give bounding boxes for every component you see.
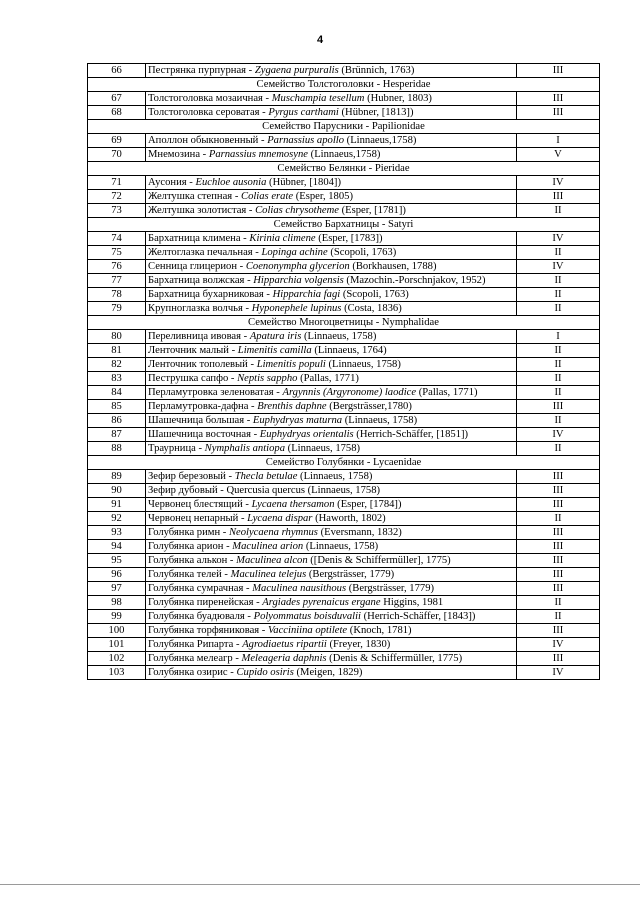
scientific-name: Parnassius mnemosyne — [208, 149, 309, 160]
scientific-name: Apatura iris — [249, 331, 302, 342]
scientific-name: Limenitis camilla — [237, 345, 312, 356]
page-number: 4 — [316, 34, 324, 46]
scientific-name: Hipparchia fagi — [272, 289, 341, 300]
scientific-name: Coenonympha glycerion — [245, 261, 350, 272]
species-name-cell — [146, 386, 517, 400]
scientific-name: Zygaena purpuralis — [254, 65, 339, 76]
species-name-cell — [146, 414, 517, 428]
russian-name: Переливница ивовая - — [148, 331, 250, 342]
family-row — [88, 316, 600, 330]
species-number: 81 — [88, 344, 146, 358]
russian-name: Желтушка золотистая - — [148, 205, 256, 216]
russian-name: Голубянка озирис - — [148, 667, 237, 678]
species-number: 71 — [88, 176, 146, 190]
species-row — [88, 652, 600, 666]
species-row — [88, 512, 600, 526]
species-name-cell — [146, 596, 517, 610]
species-number: 74 — [88, 232, 146, 246]
russian-name: Голубянка алькон - — [148, 555, 237, 566]
author-citation: (Herrich-Schäffer, [1843]) — [361, 611, 476, 622]
species-row — [88, 92, 600, 106]
scientific-name: Colias erate — [241, 191, 294, 202]
author-citation: ([Denis & Schiffermüller], 1775) — [307, 555, 451, 566]
russian-name: Голубянка пиренейская - — [148, 597, 263, 608]
scientific-name: Kirinia climene — [249, 233, 316, 244]
author-citation: (Haworth, 1802) — [312, 513, 386, 524]
species-number: 79 — [88, 302, 146, 316]
author-citation: (Scopoli, 1763) — [327, 247, 397, 258]
rarity-category: III — [517, 498, 600, 512]
scientific-name: Lycaena thersamon — [251, 499, 335, 510]
species-number: 85 — [88, 400, 146, 414]
author-citation: (Borkhausen, 1788) — [349, 261, 437, 272]
scientific-name: Maculinea nausithous — [252, 583, 347, 594]
rarity-category: II — [517, 302, 600, 316]
species-row — [88, 372, 600, 386]
russian-name: Голубянка мелеагр - — [148, 653, 242, 664]
scientific-name: Hipparchia volgensis — [253, 275, 344, 286]
species-number: 77 — [88, 274, 146, 288]
family-heading: Семейство Бархатницы - Satyri — [88, 218, 600, 232]
scientific-name: Brenthis daphne — [257, 401, 327, 412]
russian-name: Голубянка телей - — [148, 569, 231, 580]
species-row — [88, 260, 600, 274]
scientific-name: Colias chrysotheme — [255, 205, 339, 216]
species-table — [87, 63, 600, 680]
species-row — [88, 232, 600, 246]
species-row — [88, 610, 600, 624]
species-name-cell — [146, 400, 517, 414]
scientific-name: Argynnis (Argyronome) laodice — [282, 387, 417, 398]
species-name-cell — [146, 232, 517, 246]
species-number: 66 — [88, 64, 146, 78]
author-citation: (Linnaeus, 1758) — [301, 331, 377, 342]
russian-name: Траурница - — [148, 443, 205, 454]
family-heading: Семейство Многоцветницы - Nymphalidae — [88, 316, 600, 330]
rarity-category: I — [517, 134, 600, 148]
russian-name: Бархатница климена - — [148, 233, 250, 244]
author-citation: (Freyer, 1830) — [326, 639, 391, 650]
family-heading: Семейство Голубянки - Lycaenidae — [88, 456, 600, 470]
species-row — [88, 554, 600, 568]
scientific-name: Maculinea alcon — [236, 555, 308, 566]
species-row — [88, 442, 600, 456]
species-row — [88, 498, 600, 512]
species-name-cell — [146, 442, 517, 456]
author-citation: (Linnaeus,1758) — [308, 149, 381, 160]
author-citation: (Linnaeus, 1758) — [303, 541, 379, 552]
species-number: 73 — [88, 204, 146, 218]
species-number: 67 — [88, 92, 146, 106]
author-citation: (Brünnich, 1763) — [338, 65, 415, 76]
rarity-category: II — [517, 372, 600, 386]
species-name-cell — [146, 540, 517, 554]
rarity-category: III — [517, 582, 600, 596]
species-number: 90 — [88, 484, 146, 498]
scientific-name: Euphydryas orientalis — [259, 429, 354, 440]
family-heading: Семейство Толстоголовки - Hesperidae — [88, 78, 600, 92]
scientific-name: Muschampia tesellum — [271, 93, 365, 104]
family-heading: Семейство Парусники - Papilionidae — [88, 120, 600, 134]
scientific-name: Agrodiaetus ripartii — [242, 639, 327, 650]
author-citation: (Bergsträsser, 1779) — [306, 569, 395, 580]
species-row — [88, 428, 600, 442]
author-citation: (Pallas, 1771) — [297, 373, 359, 384]
species-row — [88, 176, 600, 190]
species-number: 101 — [88, 638, 146, 652]
russian-name: Желтоглазка печальная - — [148, 247, 262, 258]
russian-name: Перламутровка зеленоватая - — [148, 387, 283, 398]
scientific-name: Neptis sappho — [237, 373, 298, 384]
russian-name: Голубянка Рипарта - — [148, 639, 243, 650]
species-number: 102 — [88, 652, 146, 666]
rarity-category: I — [517, 330, 600, 344]
species-number: 70 — [88, 148, 146, 162]
species-name-cell — [146, 638, 517, 652]
species-name-cell — [146, 64, 517, 78]
species-row — [88, 148, 600, 162]
species-number: 72 — [88, 190, 146, 204]
species-row — [88, 204, 600, 218]
scientific-name: Limenitis populi — [256, 359, 326, 370]
russian-name: Ленточник тополевый - — [148, 359, 257, 370]
scientific-name: Meleageria daphnis — [241, 653, 327, 664]
author-citation: (Linnaeus, 1758) — [297, 471, 373, 482]
rarity-category: IV — [517, 428, 600, 442]
rarity-category: III — [517, 540, 600, 554]
family-row — [88, 162, 600, 176]
author-citation: (Denis & Schiffermüller, 1775) — [326, 653, 463, 664]
species-number: 89 — [88, 470, 146, 484]
species-row — [88, 582, 600, 596]
russian-name: Червонец блестящий - — [148, 499, 252, 510]
rarity-category: II — [517, 442, 600, 456]
species-name-cell — [146, 288, 517, 302]
author-citation: (Linnaeus, 1758) — [285, 443, 361, 454]
species-row — [88, 638, 600, 652]
rarity-category: III — [517, 554, 600, 568]
species-row — [88, 106, 600, 120]
scientific-name: Cupido osiris — [236, 667, 294, 678]
rarity-category: III — [517, 568, 600, 582]
scientific-name: Hyponephele lupinus — [251, 303, 342, 314]
rarity-category: IV — [517, 638, 600, 652]
russian-name: Бархатница волжская - — [148, 275, 254, 286]
species-name-cell — [146, 106, 517, 120]
rarity-category: II — [517, 358, 600, 372]
scientific-name: Lopinga achine — [261, 247, 328, 258]
rarity-category: II — [517, 288, 600, 302]
russian-name: Ленточник малый - — [148, 345, 238, 356]
species-number: 78 — [88, 288, 146, 302]
author-citation: (Linnaeus, 1758) — [325, 359, 401, 370]
species-number: 87 — [88, 428, 146, 442]
species-number: 98 — [88, 596, 146, 610]
rarity-category: III — [517, 624, 600, 638]
rarity-category: II — [517, 596, 600, 610]
russian-name: Желтушка степная - — [148, 191, 241, 202]
species-number: 99 — [88, 610, 146, 624]
species-row — [88, 470, 600, 484]
rarity-category: II — [517, 414, 600, 428]
scientific-name: Vacciniina optilete — [268, 625, 348, 636]
species-table-body — [88, 64, 600, 680]
rarity-category: III — [517, 106, 600, 120]
species-name-cell — [146, 92, 517, 106]
rarity-category: III — [517, 92, 600, 106]
species-row — [88, 344, 600, 358]
author-citation: (Scopoli, 1763) — [340, 289, 409, 300]
russian-name: Сенница глицерион - — [148, 261, 246, 272]
species-name-cell — [146, 372, 517, 386]
rarity-category: III — [517, 400, 600, 414]
species-number: 96 — [88, 568, 146, 582]
species-name-cell — [146, 470, 517, 484]
species-row — [88, 484, 600, 498]
species-row — [88, 64, 600, 78]
species-name-cell — [146, 260, 517, 274]
rarity-category: III — [517, 64, 600, 78]
species-name-cell — [146, 428, 517, 442]
scientific-name: Argiades pyrenaicus ergane — [262, 597, 381, 608]
species-number: 88 — [88, 442, 146, 456]
rarity-category: II — [517, 386, 600, 400]
russian-name: Голубянка арион - — [148, 541, 233, 552]
species-row — [88, 666, 600, 680]
species-row — [88, 526, 600, 540]
species-number: 92 — [88, 512, 146, 526]
scientific-name: Pyrgus carthami — [268, 107, 339, 118]
species-name-cell — [146, 302, 517, 316]
russian-name: Шашечница большая - — [148, 415, 253, 426]
russian-name: Перламутровка-дафна - — [148, 401, 258, 412]
author-citation: (Linnaeus,1758) — [344, 135, 417, 146]
species-name-cell — [146, 568, 517, 582]
family-row — [88, 456, 600, 470]
scientific-name: Maculinea telejus — [230, 569, 307, 580]
species-name-cell — [146, 554, 517, 568]
species-row — [88, 540, 600, 554]
russian-name: Аполлон обыкновенный - — [148, 135, 268, 146]
rarity-category: V — [517, 148, 600, 162]
species-row — [88, 134, 600, 148]
author-citation: (Costa, 1836) — [341, 303, 402, 314]
author-citation: (Mazochin.-Porschnjakov, 1952) — [343, 275, 486, 286]
species-number: 82 — [88, 358, 146, 372]
author-citation: (Bergsträsser,1780) — [326, 401, 412, 412]
russian-name: Голубянка буадюваля - — [148, 611, 254, 622]
species-name-cell — [146, 148, 517, 162]
author-citation: (Esper, 1805) — [293, 191, 353, 202]
scientific-name: Euphydryas maturna — [252, 415, 343, 426]
russian-name: Шашечница восточная - — [148, 429, 260, 440]
family-row — [88, 218, 600, 232]
scientific-name: Parnassius apollo — [267, 135, 345, 146]
scientific-name: Polyommatus boisduvalii — [253, 611, 361, 622]
species-number: 75 — [88, 246, 146, 260]
species-number: 97 — [88, 582, 146, 596]
russian-name: Пеструшка сапфо - — [148, 373, 238, 384]
species-name-cell — [146, 512, 517, 526]
russian-name: Зефир дубовый - Quercusia quercus (Linnaeus, 1758) — [148, 485, 381, 496]
author-citation: Higgins, 1981 — [380, 597, 444, 608]
species-row — [88, 190, 600, 204]
author-citation: (Linnaeus, 1764) — [311, 345, 387, 356]
species-row — [88, 386, 600, 400]
family-row — [88, 120, 600, 134]
rarity-category: II — [517, 246, 600, 260]
russian-name: Пестрянка пурпурная - — [148, 65, 255, 76]
species-name-cell — [146, 204, 517, 218]
species-number: 76 — [88, 260, 146, 274]
author-citation: (Esper, [1784]) — [334, 499, 402, 510]
russian-name: Мнемозина - — [148, 149, 209, 160]
species-number: 69 — [88, 134, 146, 148]
author-citation: (Hübner, [1804]) — [266, 177, 341, 188]
species-number: 103 — [88, 666, 146, 680]
scientific-name: Nymphalis antiopa — [204, 443, 286, 454]
species-name-cell — [146, 484, 517, 498]
scientific-name: Neolycaena rhymnus — [228, 527, 318, 538]
species-name-cell — [146, 344, 517, 358]
author-citation: (Herrich-Schäffer, [1851]) — [353, 429, 469, 440]
rarity-category: III — [517, 190, 600, 204]
russian-name: Зефир березовый - — [148, 471, 235, 482]
species-name-cell — [146, 610, 517, 624]
russian-name: Толстоголовка сероватая - — [148, 107, 269, 118]
species-row — [88, 414, 600, 428]
rarity-category: II — [517, 274, 600, 288]
scientific-name: Lycaena dispar — [247, 513, 313, 524]
species-name-cell — [146, 190, 517, 204]
species-number: 86 — [88, 414, 146, 428]
scan-edge-line — [0, 884, 640, 885]
species-number: 94 — [88, 540, 146, 554]
species-name-cell — [146, 526, 517, 540]
russian-name: Крупноглазка волчья - — [148, 303, 252, 314]
species-name-cell — [146, 582, 517, 596]
species-number: 91 — [88, 498, 146, 512]
author-citation: (Esper, [1783]) — [315, 233, 383, 244]
family-row — [88, 78, 600, 92]
rarity-category: IV — [517, 260, 600, 274]
species-row — [88, 358, 600, 372]
species-name-cell — [146, 246, 517, 260]
russian-name: Червонец непарный - — [148, 513, 248, 524]
author-citation: (Meigen, 1829) — [293, 667, 363, 678]
species-row — [88, 596, 600, 610]
russian-name: Аусония - — [148, 177, 196, 188]
species-name-cell — [146, 624, 517, 638]
species-name-cell — [146, 176, 517, 190]
species-row — [88, 302, 600, 316]
scientific-name: Thecla betulae — [234, 471, 298, 482]
species-row — [88, 288, 600, 302]
species-name-cell — [146, 358, 517, 372]
family-heading: Семейство Белянки - Pieridae — [88, 162, 600, 176]
species-row — [88, 624, 600, 638]
author-citation: (Linnaeus, 1758) — [342, 415, 418, 426]
species-row — [88, 568, 600, 582]
species-name-cell — [146, 652, 517, 666]
rarity-category: IV — [517, 176, 600, 190]
species-number: 80 — [88, 330, 146, 344]
species-name-cell — [146, 134, 517, 148]
species-number: 68 — [88, 106, 146, 120]
species-row — [88, 274, 600, 288]
species-number: 84 — [88, 386, 146, 400]
species-name-cell — [146, 498, 517, 512]
rarity-category: IV — [517, 666, 600, 680]
rarity-category: III — [517, 652, 600, 666]
russian-name: Голубянка сумрачная - — [148, 583, 253, 594]
russian-name: Бархатница бухарниковая - — [148, 289, 273, 300]
species-row — [88, 246, 600, 260]
species-number: 83 — [88, 372, 146, 386]
species-name-cell — [146, 330, 517, 344]
author-citation: (Knoch, 1781) — [347, 625, 412, 636]
species-row — [88, 400, 600, 414]
author-citation: (Pallas, 1771) — [416, 387, 478, 398]
rarity-category: II — [517, 204, 600, 218]
species-name-cell — [146, 274, 517, 288]
russian-name: Толстоголовка мозаичная - — [148, 93, 272, 104]
author-citation: (Eversmann, 1832) — [317, 527, 402, 538]
author-citation: (Hübner, [1813]) — [338, 107, 414, 118]
species-number: 100 — [88, 624, 146, 638]
species-number: 93 — [88, 526, 146, 540]
rarity-category: IV — [517, 232, 600, 246]
species-name-cell — [146, 666, 517, 680]
rarity-category: II — [517, 610, 600, 624]
rarity-category: III — [517, 526, 600, 540]
author-citation: (Bergsträsser, 1779) — [346, 583, 435, 594]
scientific-name: Euchloe ausonia — [195, 177, 267, 188]
scientific-name: Maculinea arion — [232, 541, 304, 552]
rarity-category: II — [517, 512, 600, 526]
species-number: 95 — [88, 554, 146, 568]
author-citation: (Hubner, 1803) — [364, 93, 432, 104]
rarity-category: III — [517, 470, 600, 484]
rarity-category: III — [517, 484, 600, 498]
species-row — [88, 330, 600, 344]
author-citation: (Esper, [1781]) — [338, 205, 406, 216]
rarity-category: II — [517, 344, 600, 358]
russian-name: Голубянка римн - — [148, 527, 229, 538]
russian-name: Голубянка торфяниковая - — [148, 625, 268, 636]
